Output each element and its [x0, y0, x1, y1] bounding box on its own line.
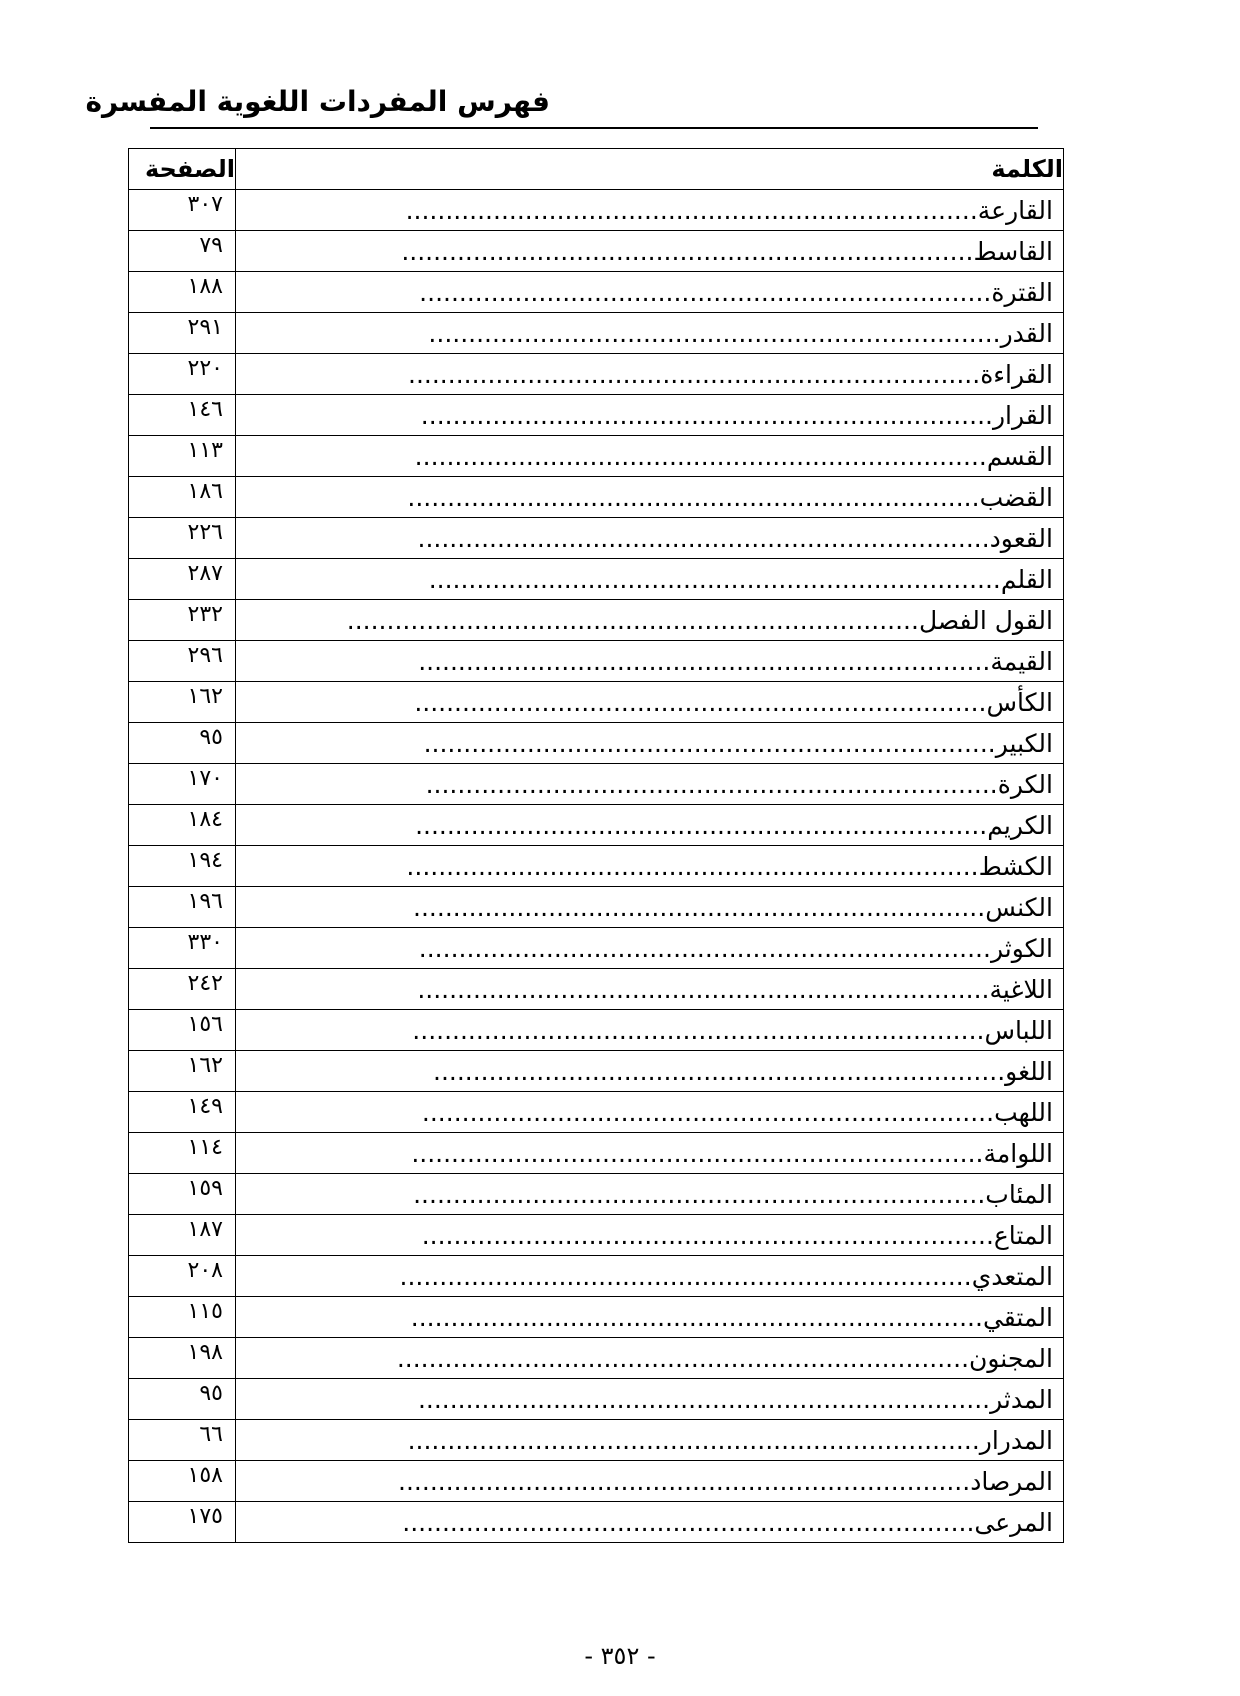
- page-number-cell: [129, 887, 236, 928]
- table-row: [129, 723, 1064, 764]
- page-number-cell: [129, 928, 236, 969]
- word-entry: المدثر: [990, 1384, 1053, 1414]
- word-entry: المرعى: [974, 1507, 1053, 1537]
- table-row: [129, 641, 1064, 682]
- dot-leader: ........................................................................: [413, 1179, 986, 1209]
- table-row: [129, 600, 1064, 641]
- page-number-cell: [129, 1420, 236, 1461]
- page-number: ١٩٨: [187, 1340, 223, 1365]
- word-cell: [236, 190, 1064, 231]
- dot-leader: ........................................................................: [410, 1302, 983, 1332]
- dot-leader: ........................................................................: [423, 728, 996, 758]
- page-number-cell: [129, 313, 236, 354]
- table-row: [129, 805, 1064, 846]
- dot-leader: ........................................................................: [425, 769, 998, 799]
- dot-leader: ........................................................................: [399, 1261, 972, 1291]
- word-cell: [236, 1174, 1064, 1215]
- word-cell: [236, 846, 1064, 887]
- page-number-cell: [129, 1379, 236, 1420]
- table-row: [129, 272, 1064, 313]
- word-cell: [236, 559, 1064, 600]
- word-entry: الكشط: [978, 851, 1053, 881]
- word-entry: الكريم: [987, 810, 1053, 840]
- vocabulary-index-table: [128, 148, 1064, 1543]
- dot-leader: ........................................................................: [414, 441, 987, 471]
- word-cell: [236, 764, 1064, 805]
- table-row: [129, 395, 1064, 436]
- word-cell: [236, 682, 1064, 723]
- table-row: [129, 846, 1064, 887]
- table-row: [129, 518, 1064, 559]
- word-entry: القارعة: [977, 195, 1053, 225]
- table-row: [129, 436, 1064, 477]
- dot-leader: ........................................................................: [417, 974, 990, 1004]
- word-entry: المئاب: [985, 1179, 1053, 1209]
- page-number-cell: [129, 1174, 236, 1215]
- table-row: [129, 764, 1064, 805]
- word-entry: القول الفصل: [918, 605, 1053, 635]
- word-entry: الكنس: [985, 892, 1053, 922]
- page-number-cell: [129, 518, 236, 559]
- page-number: ١٨٨: [187, 274, 223, 299]
- word-entry: اللهب: [994, 1097, 1053, 1127]
- page-number-cell: [129, 1338, 236, 1379]
- page-number: ١١٤: [187, 1135, 223, 1160]
- dot-leader: ........................................................................: [414, 687, 987, 717]
- dot-leader: ........................................................................: [396, 1343, 970, 1373]
- word-cell: [236, 723, 1064, 764]
- page-number-cell: [129, 682, 236, 723]
- table-row: [129, 1133, 1064, 1174]
- page-number-cell: [129, 846, 236, 887]
- page-number: ٢٢٠: [187, 356, 223, 381]
- page-number: ٢٤٢: [187, 971, 223, 996]
- word-cell: [236, 518, 1064, 559]
- word-cell: [236, 1502, 1064, 1543]
- dot-leader: ........................................................................: [402, 1507, 975, 1537]
- dot-leader: ........................................................................: [407, 482, 980, 512]
- dot-leader: ........................................................................: [417, 1384, 991, 1414]
- page-number: ١٥٦: [187, 1012, 223, 1037]
- table-row: [129, 682, 1064, 723]
- page-number: ١٤٩: [187, 1094, 223, 1119]
- page-number-cell: [129, 805, 236, 846]
- word-entry: القراءة: [980, 359, 1053, 389]
- table-row: [129, 1092, 1064, 1133]
- word-cell: [236, 641, 1064, 682]
- word-cell: [236, 1010, 1064, 1051]
- dot-leader: ........................................................................: [411, 1138, 984, 1168]
- column-header-word: الكلمة: [236, 149, 1064, 190]
- word-entry: القعود: [989, 523, 1053, 553]
- table-row: [129, 313, 1064, 354]
- word-cell: [236, 600, 1064, 641]
- word-cell: [236, 231, 1064, 272]
- word-entry: المتاع: [993, 1220, 1053, 1250]
- page-number-cell: [129, 1256, 236, 1297]
- page-number: ٦٦: [199, 1422, 223, 1447]
- page-number-cell: [129, 641, 236, 682]
- word-cell: [236, 436, 1064, 477]
- word-entry: القرار: [992, 400, 1053, 430]
- page-number-cell: [129, 1010, 236, 1051]
- word-entry: الكوثر: [990, 933, 1053, 963]
- table-row: [129, 1461, 1064, 1502]
- word-cell: [236, 1256, 1064, 1297]
- page-number-cell: [129, 969, 236, 1010]
- word-cell: [236, 1051, 1064, 1092]
- dot-leader: ........................................................................: [428, 318, 1001, 348]
- table-row: [129, 559, 1064, 600]
- dot-leader: ........................................................................: [419, 277, 992, 307]
- dot-leader: ........................................................................: [412, 1015, 985, 1045]
- dot-leader: ........................................................................: [407, 1425, 980, 1455]
- page-number-cell: [129, 764, 236, 805]
- page-number: ١١٣: [187, 438, 223, 463]
- table-row: [129, 1174, 1064, 1215]
- page-number: ١٦٢: [187, 684, 223, 709]
- word-entry: المتقي: [982, 1302, 1053, 1332]
- word-entry: الكبير: [995, 728, 1053, 758]
- dot-leader: ........................................................................: [418, 646, 991, 676]
- word-entry: اللباس: [984, 1015, 1053, 1045]
- page-number: ٧٩: [199, 233, 223, 258]
- table-body: [129, 190, 1064, 1543]
- word-cell: [236, 313, 1064, 354]
- table-row: [129, 1256, 1064, 1297]
- word-entry: اللوامة: [983, 1138, 1053, 1168]
- dot-leader: ........................................................................: [418, 933, 991, 963]
- page-number-cell: [129, 600, 236, 641]
- word-entry: الكرة: [997, 769, 1053, 799]
- page-number: ٣٠٧: [187, 192, 223, 217]
- page-number-cell: [129, 723, 236, 764]
- word-cell: [236, 1297, 1064, 1338]
- word-entry: القيمة: [990, 646, 1053, 676]
- page-number-cell: [129, 190, 236, 231]
- dot-leader: ........................................................................: [398, 1466, 971, 1496]
- page-number: ١٨٦: [187, 479, 223, 504]
- page-number: ١٧٥: [187, 1504, 223, 1529]
- word-cell: [236, 969, 1064, 1010]
- page-number: ٢٠٨: [187, 1258, 223, 1283]
- word-entry: المتعدي: [971, 1261, 1053, 1291]
- dot-leader: ........................................................................: [408, 359, 981, 389]
- header-rule: [150, 127, 1038, 129]
- page-number-cell: [129, 1092, 236, 1133]
- page-number-cell: [129, 272, 236, 313]
- page-header-title: فهرس المفردات اللغوية المفسرة: [85, 85, 550, 118]
- page-number: ١٨٤: [187, 807, 223, 832]
- table-row: [129, 887, 1064, 928]
- page-number-cell: [129, 231, 236, 272]
- table-row: [129, 231, 1064, 272]
- word-entry: اللغو: [1005, 1056, 1053, 1086]
- page-number-cell: [129, 1215, 236, 1256]
- page-number-cell: [129, 354, 236, 395]
- page-number: ١٥٩: [187, 1176, 223, 1201]
- dot-leader: ........................................................................: [346, 605, 919, 635]
- table-row: [129, 1051, 1064, 1092]
- word-cell: [236, 805, 1064, 846]
- table-row: [129, 928, 1064, 969]
- word-cell: [236, 1133, 1064, 1174]
- table-header-row: [129, 149, 1064, 190]
- page-number: ١٥٨: [187, 1463, 223, 1488]
- word-entry: القلم: [1000, 564, 1053, 594]
- page-number: ٢٢٦: [187, 520, 223, 545]
- word-entry: القضب: [979, 482, 1053, 512]
- word-cell: [236, 354, 1064, 395]
- table-row: [129, 190, 1064, 231]
- table-row: [129, 1502, 1064, 1543]
- table-row: [129, 969, 1064, 1010]
- table-row: [129, 1379, 1064, 1420]
- page-number: ١٦٢: [187, 1053, 223, 1078]
- dot-leader: ........................................................................: [420, 400, 993, 430]
- table-row: [129, 1297, 1064, 1338]
- word-cell: [236, 1092, 1064, 1133]
- page-number: ٢٩١: [187, 315, 223, 340]
- word-entry: القترة: [991, 277, 1053, 307]
- page-number-cell: [129, 395, 236, 436]
- page-number: ٩٥: [199, 1381, 223, 1406]
- word-cell: [236, 1215, 1064, 1256]
- word-entry: الكأس: [986, 687, 1053, 717]
- table-row: [129, 1420, 1064, 1461]
- dot-leader: ........................................................................: [421, 1220, 994, 1250]
- word-cell: [236, 272, 1064, 313]
- table-row: [129, 477, 1064, 518]
- page-number: ٩٥: [199, 725, 223, 750]
- word-entry: المدرار: [979, 1425, 1053, 1455]
- dot-leader: ........................................................................: [413, 892, 986, 922]
- word-entry: القسم: [986, 441, 1053, 471]
- dot-leader: ........................................................................: [405, 195, 978, 225]
- page-number-cell: [129, 1297, 236, 1338]
- table-row: [129, 354, 1064, 395]
- word-cell: [236, 477, 1064, 518]
- page-number: ٢٨٧: [187, 561, 223, 586]
- page-number-cell: [129, 1461, 236, 1502]
- dot-leader: ........................................................................: [401, 236, 974, 266]
- page-number-cell: [129, 1133, 236, 1174]
- page-number: ١٩٦: [187, 889, 223, 914]
- word-entry: القاسط: [973, 236, 1053, 266]
- page-number: ١١٥: [187, 1299, 223, 1324]
- dot-leader: ........................................................................: [417, 523, 990, 553]
- page-number-cell: [129, 477, 236, 518]
- word-cell: [236, 395, 1064, 436]
- table-row: [129, 1010, 1064, 1051]
- page-number-cell: [129, 559, 236, 600]
- table-row: [129, 1338, 1064, 1379]
- page-number-cell: [129, 436, 236, 477]
- table-row: [129, 1215, 1064, 1256]
- page-number: ١٩٤: [187, 848, 223, 873]
- word-entry: المرصاد: [970, 1466, 1053, 1496]
- word-entry: القدر: [1000, 318, 1053, 348]
- page-number: ١٤٦: [187, 397, 223, 422]
- page-number: ١٧٠: [187, 766, 223, 791]
- footer-page-number: - ٣٥٢ -: [584, 1642, 656, 1670]
- dot-leader: ........................................................................: [433, 1056, 1006, 1086]
- word-cell: [236, 1379, 1064, 1420]
- word-cell: [236, 1461, 1064, 1502]
- dot-leader: ........................................................................: [428, 564, 1001, 594]
- dot-leader: ........................................................................: [406, 851, 979, 881]
- word-cell: [236, 1420, 1064, 1461]
- dot-leader: ........................................................................: [421, 1097, 995, 1127]
- word-cell: [236, 1338, 1064, 1379]
- word-cell: [236, 887, 1064, 928]
- word-entry: اللاغية: [989, 974, 1053, 1004]
- column-header-page: الصفحة: [129, 149, 236, 190]
- page-number: ١٨٧: [187, 1217, 223, 1242]
- word-entry: المجنون: [969, 1343, 1053, 1373]
- page-number-cell: [129, 1502, 236, 1543]
- dot-leader: ........................................................................: [415, 810, 988, 840]
- page-number: ٢٣٢: [187, 602, 223, 627]
- word-cell: [236, 928, 1064, 969]
- page-number-cell: [129, 1051, 236, 1092]
- page-number: ٣٣٠: [187, 930, 223, 955]
- page-number: ٢٩٦: [187, 643, 223, 668]
